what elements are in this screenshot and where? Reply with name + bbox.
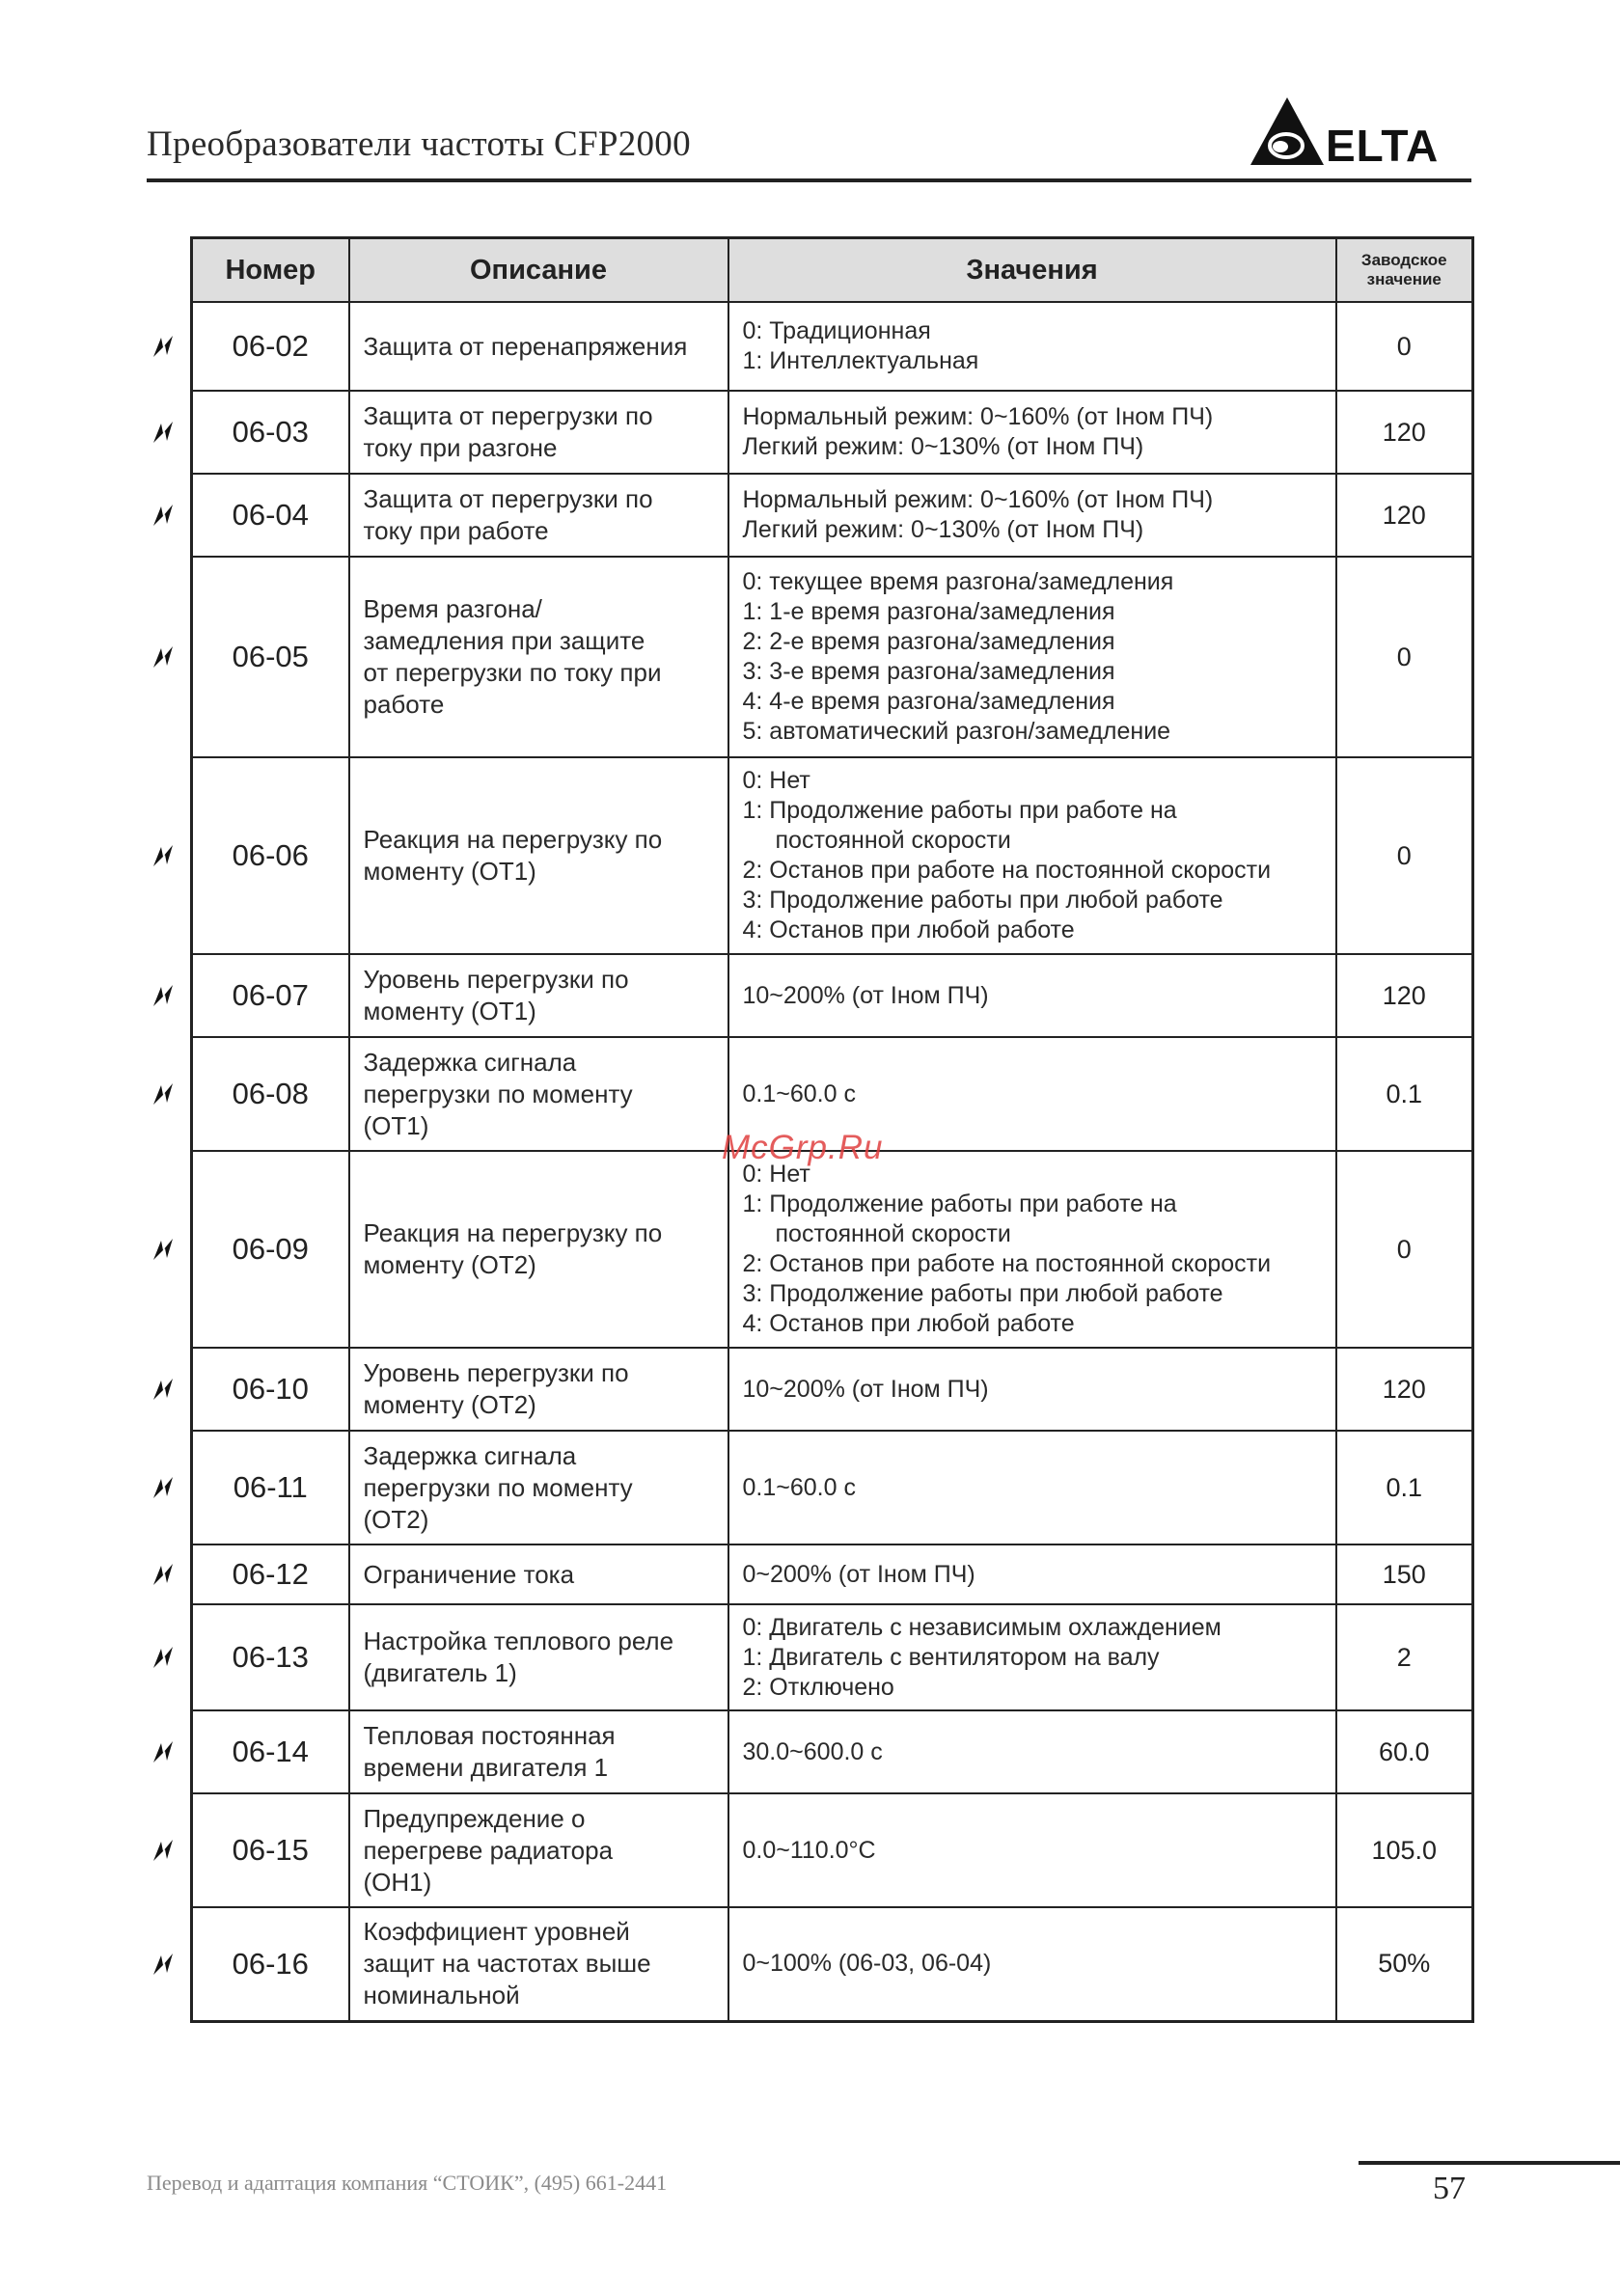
description-line: моменту (OT1) (363, 857, 536, 886)
value-line: 1: Продолжение работы при работе на (742, 1190, 1177, 1217)
parameter-description (349, 1037, 728, 1151)
column-header-values: Значения (728, 238, 1336, 303)
value-line: 0: Двигатель с независимым охлаждением (742, 1613, 1222, 1641)
description-line: моменту (OT2) (363, 1250, 536, 1279)
modifiable-mark-icon (145, 1375, 183, 1408)
value-line: 0: текущее время разгона/замедления (742, 568, 1174, 595)
parameter-description (349, 1907, 728, 2021)
parameter-description (349, 1604, 728, 1710)
factory-default-value: 0 (1336, 1151, 1473, 1348)
description-line: Реакция на перегрузку по (363, 1218, 663, 1247)
value-line: 10~200% (от Iном ПЧ) (742, 981, 989, 1009)
value-line: постоянной скорости (775, 827, 1011, 854)
description-line: перегрузки по моменту (363, 1472, 633, 1502)
description-line: от перегрузки по току при (363, 658, 662, 687)
description-line: (OH1) (363, 1867, 432, 1897)
factory-default-value: 150 (1336, 1544, 1473, 1604)
description-line: Предупреждение о (363, 1803, 586, 1833)
factory-default-value: 0 (1336, 302, 1473, 391)
value-line: 0.1~60.0 с (742, 1473, 856, 1501)
description-line: Уровень перегрузки по (363, 965, 629, 994)
parameter-values (728, 1604, 1336, 1710)
value-line: 3: 3-е время разгона/замедления (742, 658, 1115, 685)
value-line: 2: Отключено (742, 1673, 894, 1701)
factory-default-value: 0.1 (1336, 1037, 1473, 1151)
modifiable-mark-icon (145, 1737, 183, 1771)
parameter-description (349, 391, 728, 474)
footer-credit: Перевод и адаптация компания “СТОИК”, (495) 661-2441 (147, 2171, 668, 2195)
table-row (192, 1793, 1473, 1907)
factory-default-value: 120 (1336, 1348, 1473, 1431)
description-line: Ограничение тока (363, 1559, 575, 1589)
parameter-description (349, 1793, 728, 1907)
value-line: 2: Останов при работе на постоянной скорости (742, 1250, 1272, 1277)
value-line: 10~200% (от Iном ПЧ) (742, 1375, 989, 1403)
modifiable-mark-icon (145, 501, 183, 534)
value-line: 1: Двигатель с вентилятором на валу (742, 1643, 1160, 1671)
value-line: 4: Останов при любой работе (742, 1310, 1075, 1337)
description-line: току при работе (363, 516, 549, 545)
description-line: Настройка теплового реле (363, 1626, 674, 1655)
factory-default-value: 120 (1336, 954, 1473, 1037)
value-line: 0: Нет (742, 767, 810, 794)
value-line: 2: 2-е время разгона/замедления (742, 628, 1115, 655)
value-line: 3: Продолжение работы при любой работе (742, 1280, 1223, 1307)
factory-default-value: 0.1 (1336, 1431, 1473, 1544)
value-line: 3: Продолжение работы при любой работе (742, 887, 1223, 914)
parameter-values (728, 474, 1336, 557)
modifiable-mark-icon (145, 1836, 183, 1870)
description-line: времени двигателя 1 (363, 1753, 609, 1782)
parameter-code: 06-09 (192, 1151, 349, 1348)
delta-logo (1245, 92, 1476, 169)
parameter-values (728, 1710, 1336, 1793)
parameter-description (349, 954, 728, 1037)
parameter-description (349, 757, 728, 954)
parameter-description (349, 1544, 728, 1604)
value-line: 2: Останов при работе на постоянной скорости (742, 857, 1272, 884)
value-line: постоянной скорости (775, 1220, 1011, 1247)
table-row (192, 1348, 1473, 1431)
value-line: 30.0~600.0 с (742, 1737, 883, 1765)
value-line: 1: 1-е время разгона/замедления (742, 598, 1115, 625)
parameter-description (349, 1151, 728, 1348)
value-line: 1: Интеллектуальная (742, 347, 979, 374)
parameter-code: 06-07 (192, 954, 349, 1037)
table-row (192, 474, 1473, 557)
parameter-values (728, 1431, 1336, 1544)
description-line: защит на частотах выше (363, 1949, 651, 1979)
modifiable-mark-icon (145, 1473, 183, 1507)
parameter-code: 06-05 (192, 557, 349, 757)
value-line: Нормальный режим: 0~160% (от Iном ПЧ) (742, 486, 1214, 513)
parameter-code: 06-02 (192, 302, 349, 391)
parameter-code: 06-10 (192, 1348, 349, 1431)
value-line: 0.0~110.0°C (742, 1836, 876, 1864)
header-rule (147, 178, 1471, 182)
column-header-default: Заводское значение (1336, 238, 1473, 303)
parameter-values (728, 757, 1336, 954)
description-line: Коэффициент уровней (363, 1917, 630, 1947)
modifiable-mark-icon (145, 1080, 183, 1113)
modifiable-mark-icon (145, 1235, 183, 1269)
description-line: Защита от перегрузки по (363, 484, 653, 513)
description-line: Защита от перегрузки по (363, 401, 653, 430)
modifiable-mark-icon (145, 1643, 183, 1677)
value-line: Легкий режим: 0~130% (от Iном ПЧ) (742, 433, 1144, 460)
parameter-values (728, 302, 1336, 391)
table-row (192, 1710, 1473, 1793)
parameter-description (349, 557, 728, 757)
description-line: Защита от перенапряжения (363, 331, 688, 361)
table-row (192, 1907, 1473, 2021)
description-line: (OT1) (363, 1110, 429, 1140)
value-line: 0~200% (от Iном ПЧ) (742, 1560, 975, 1588)
factory-default-value: 105.0 (1336, 1793, 1473, 1907)
parameter-code: 06-15 (192, 1793, 349, 1907)
value-line: 0: Традиционная (742, 317, 931, 344)
table-row (192, 954, 1473, 1037)
value-line: Легкий режим: 0~130% (от Iном ПЧ) (742, 516, 1144, 543)
description-line: работе (363, 690, 445, 719)
table-row (192, 757, 1473, 954)
table-row (192, 1431, 1473, 1544)
parameter-values (728, 1793, 1336, 1907)
modifiable-mark-icon (145, 1560, 183, 1594)
value-line: 4: Останов при любой работе (742, 916, 1075, 943)
modifiable-mark-icon (145, 642, 183, 676)
parameter-code: 06-06 (192, 757, 349, 954)
parameter-code: 06-11 (192, 1431, 349, 1544)
parameter-description (349, 1431, 728, 1544)
description-line: току при разгоне (363, 433, 558, 462)
table-row (192, 302, 1473, 391)
description-line: (OT2) (363, 1504, 429, 1534)
description-line: (двигатель 1) (363, 1658, 517, 1687)
description-line: перегреве радиатора (363, 1835, 614, 1865)
description-line: перегрузки по моменту (363, 1079, 633, 1108)
description-line: Уровень перегрузки по (363, 1358, 629, 1387)
factory-default-value: 60.0 (1336, 1710, 1473, 1793)
parameter-code: 06-14 (192, 1710, 349, 1793)
page-header-title: Преобразователи частоты CFP2000 (147, 124, 691, 164)
table-row (192, 391, 1473, 474)
description-line: Задержка сигнала (363, 1047, 577, 1077)
description-line: номинальной (363, 1981, 520, 2010)
value-line: 5: автоматический разгон/замедление (742, 718, 1171, 745)
table-header-row (192, 238, 1473, 303)
parameter-description (349, 474, 728, 557)
column-header-number: Номер (192, 238, 349, 303)
parameter-code: 06-08 (192, 1037, 349, 1151)
parameter-code: 06-04 (192, 474, 349, 557)
parameter-values (728, 1151, 1336, 1348)
parameter-description (349, 1710, 728, 1793)
parameter-values (728, 1907, 1336, 2021)
parameter-code: 06-13 (192, 1604, 349, 1710)
description-line: Тепловая постоянная (363, 1721, 616, 1750)
modifiable-mark-icon (145, 981, 183, 1015)
value-line: 4: 4-е время разгона/замедления (742, 688, 1115, 715)
factory-default-value: 0 (1336, 757, 1473, 954)
parameter-code: 06-12 (192, 1544, 349, 1604)
description-line: моменту (OT2) (363, 1390, 536, 1419)
parameter-values (728, 954, 1336, 1037)
table-row (192, 1604, 1473, 1710)
factory-default-value: 50% (1336, 1907, 1473, 2021)
factory-default-value: 120 (1336, 474, 1473, 557)
value-line: Нормальный режим: 0~160% (от Iном ПЧ) (742, 403, 1214, 430)
modifiable-mark-icon (145, 841, 183, 875)
modifiable-mark-icon (145, 1950, 183, 1983)
table-row (192, 1151, 1473, 1348)
factory-default-value: 2 (1336, 1604, 1473, 1710)
parameter-values (728, 391, 1336, 474)
description-line: Время разгона/ (363, 594, 542, 623)
parameter-code: 06-16 (192, 1907, 349, 2021)
description-line: Реакция на перегрузку по (363, 825, 663, 854)
description-line: Задержка сигнала (363, 1440, 577, 1470)
value-line: 0~100% (06-03, 06-04) (742, 1950, 992, 1978)
value-line: 0: Нет (742, 1161, 810, 1188)
svg-text:ELTA: ELTA (1326, 121, 1440, 169)
modifiable-mark-icon (145, 418, 183, 451)
parameter-values (728, 1544, 1336, 1604)
parameter-values (728, 1348, 1336, 1431)
factory-default-value: 0 (1336, 557, 1473, 757)
footer-rule (1359, 2161, 1620, 2165)
parameter-description (349, 302, 728, 391)
delta-logo-icon (1245, 92, 1476, 169)
value-line: 1: Продолжение работы при работе на (742, 797, 1177, 824)
watermark: McGrp.Ru (722, 1129, 884, 1166)
parameter-code: 06-03 (192, 391, 349, 474)
value-line: 0.1~60.0 с (742, 1080, 856, 1107)
description-line: моменту (OT1) (363, 997, 536, 1025)
parameter-description (349, 1348, 728, 1431)
factory-default-value: 120 (1336, 391, 1473, 474)
description-line: замедления при защите (363, 626, 645, 655)
table-row (192, 1544, 1473, 1604)
column-header-description: Описание (349, 238, 728, 303)
table-row (192, 557, 1473, 757)
modifiable-mark-icon (145, 332, 183, 366)
page-number: 57 (1433, 2171, 1466, 2206)
parameter-values (728, 557, 1336, 757)
